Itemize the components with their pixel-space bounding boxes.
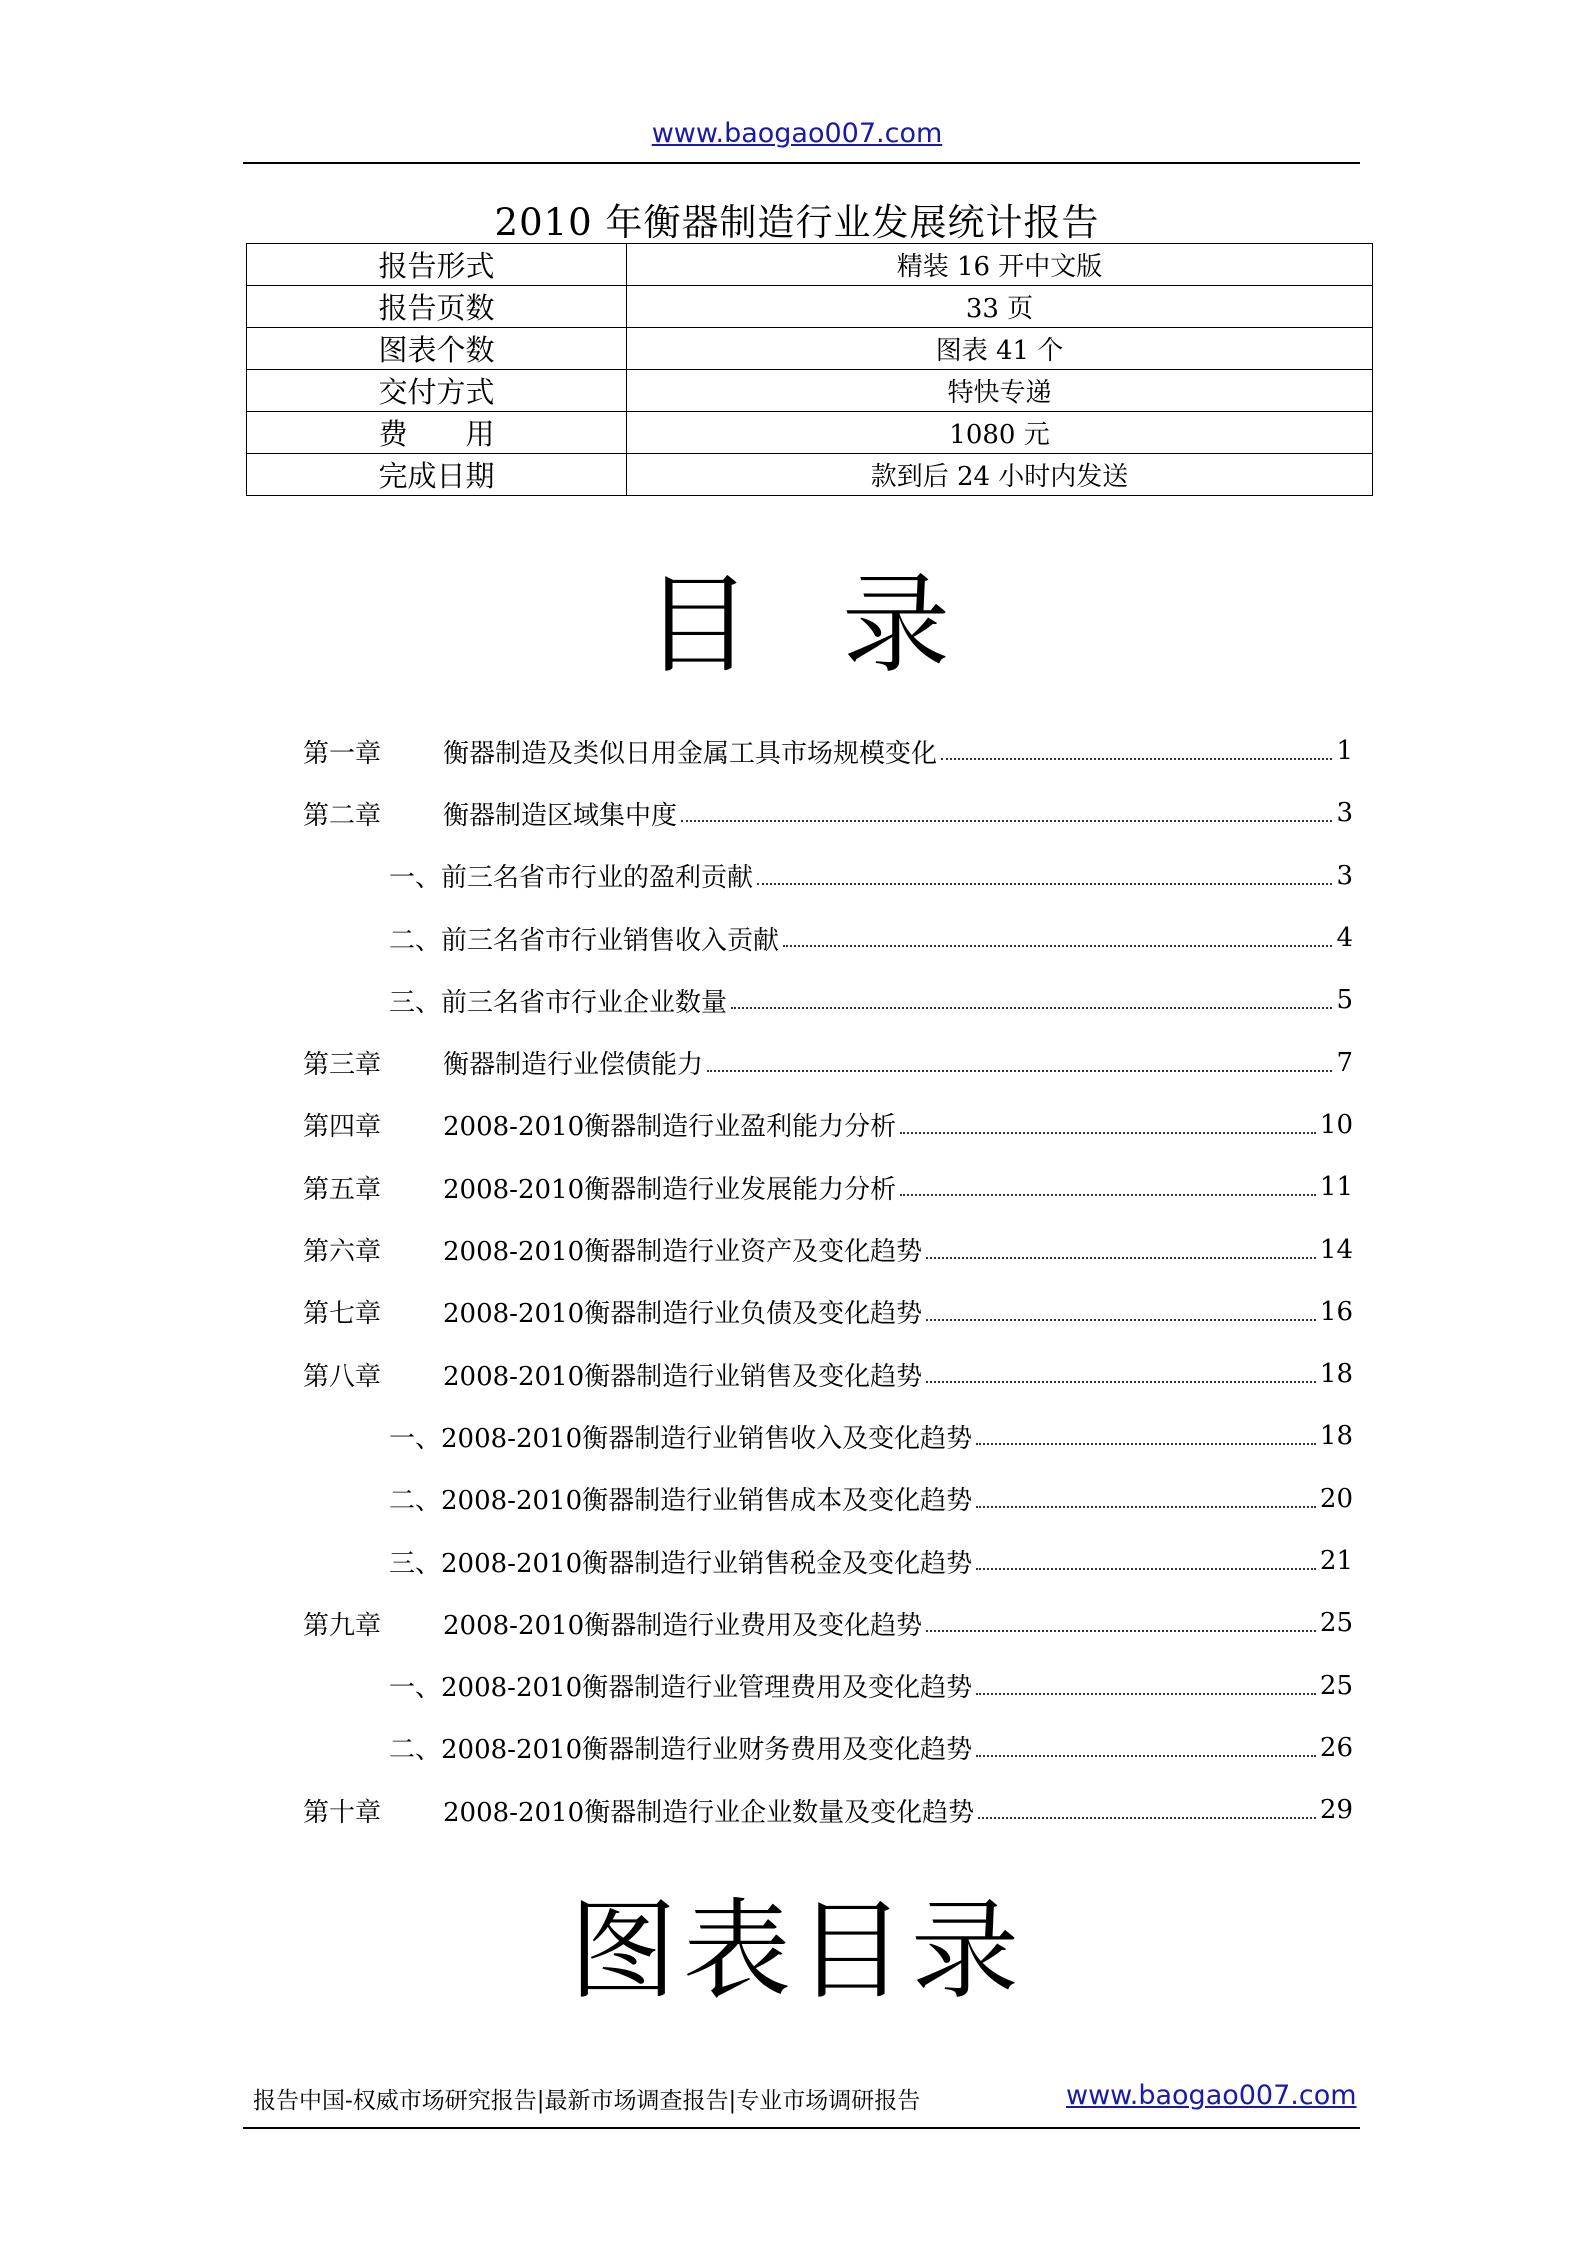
toc-text: 2008-2010衡器制造行业费用及变化趋势 (443, 1610, 923, 1641)
info-key: 完成日期 (247, 454, 627, 496)
toc-page: 25 (1319, 1670, 1353, 1701)
toc-leader (941, 758, 1332, 760)
toc-text: 一、2008-2010衡器制造行业管理费用及变化趋势 (389, 1673, 973, 1704)
report-title: 2010 年衡器制造行业发展统计报告 (494, 201, 1100, 244)
info-value: 特快专递 (627, 370, 1373, 412)
footer-rule (243, 2127, 1360, 2129)
info-row (247, 286, 1373, 328)
toc-chapter: 第七章 (303, 1299, 382, 1330)
toc-page: 5 (1336, 985, 1353, 1016)
info-value: 款到后 24 小时内发送 (627, 454, 1373, 496)
toc-page: 21 (1319, 1546, 1353, 1576)
toc-chapter: 第八章 (303, 1361, 382, 1392)
toc-chapter: 第五章 (303, 1174, 382, 1205)
toc-entry[interactable] (303, 1156, 1353, 1218)
toc-entry[interactable] (303, 1343, 1353, 1405)
toc-leader (900, 1132, 1316, 1134)
toc-page: 14 (1319, 1234, 1353, 1265)
toc-leader (976, 1755, 1316, 1757)
info-row (247, 370, 1373, 412)
toc-chapter: 第九章 (303, 1610, 382, 1641)
toc-leader (926, 1381, 1316, 1383)
toc-page: 18 (1319, 1421, 1353, 1452)
toc-leader (757, 883, 1332, 885)
toc-text: 2008-2010衡器制造行业发展能力分析 (443, 1174, 897, 1205)
toc-text: 衡器制造及类似日用金属工具市场规模变化 (443, 738, 938, 769)
toc-leader (978, 1817, 1316, 1819)
toc-page: 3 (1336, 798, 1353, 829)
table-of-contents (303, 720, 1353, 1841)
toc-page: 18 (1319, 1359, 1353, 1390)
toc-entry[interactable] (303, 1779, 1353, 1841)
toc-entry[interactable] (303, 1405, 1353, 1467)
toc-page: 7 (1336, 1047, 1353, 1078)
toc-leader (731, 1007, 1332, 1009)
figure-list-title: 图表目录 (568, 1889, 1025, 2014)
footer-link[interactable]: www.baogao007.com (1066, 2080, 1357, 2111)
toc-entry[interactable] (303, 1218, 1353, 1280)
toc-page: 20 (1319, 1483, 1353, 1514)
toc-text: 衡器制造区域集中度 (443, 800, 678, 831)
toc-chapter: 第十章 (303, 1797, 382, 1828)
toc-entry[interactable] (303, 845, 1353, 907)
toc-leader (976, 1443, 1316, 1445)
toc-page: 26 (1319, 1732, 1353, 1763)
toc-entry[interactable] (303, 1654, 1353, 1716)
toc-page: 3 (1336, 860, 1353, 891)
toc-entry[interactable] (303, 907, 1353, 969)
header-link[interactable]: www.baogao007.com (651, 118, 943, 149)
toc-leader (976, 1693, 1316, 1695)
toc-entry[interactable] (303, 1592, 1353, 1654)
toc-entry[interactable] (303, 720, 1353, 782)
toc-page: 1 (1336, 736, 1353, 767)
toc-entry[interactable] (303, 1031, 1353, 1093)
info-table (246, 243, 1373, 496)
toc-text: 三、前三名省市行业企业数量 (389, 987, 728, 1018)
toc-leader (681, 820, 1332, 822)
header-rule (243, 162, 1360, 164)
info-row (247, 328, 1373, 370)
toc-leader (976, 1568, 1316, 1570)
toc-text: 2008-2010衡器制造行业资产及变化趋势 (443, 1237, 923, 1268)
info-value: 图表 41 个 (627, 328, 1373, 370)
info-value: 1080 元 (627, 412, 1373, 454)
info-row (247, 454, 1373, 496)
toc-page: 29 (1319, 1795, 1353, 1826)
info-row (247, 244, 1373, 286)
toc-page: 16 (1319, 1296, 1353, 1327)
toc-leader (926, 1257, 1316, 1259)
toc-entry[interactable] (303, 1468, 1353, 1530)
info-key: 报告页数 (247, 286, 627, 328)
info-key: 报告形式 (247, 244, 627, 286)
toc-text: 衡器制造行业偿债能力 (443, 1050, 704, 1081)
toc-text: 2008-2010衡器制造行业负债及变化趋势 (443, 1299, 923, 1330)
toc-leader (926, 1630, 1316, 1632)
toc-entry[interactable] (303, 1717, 1353, 1779)
toc-entry[interactable] (303, 1281, 1353, 1343)
toc-text: 二、2008-2010衡器制造行业销售成本及变化趋势 (389, 1486, 973, 1517)
toc-text: 2008-2010衡器制造行业销售及变化趋势 (443, 1361, 923, 1392)
info-row (247, 412, 1373, 454)
toc-chapter: 第一章 (303, 738, 382, 769)
toc-page: 25 (1319, 1608, 1353, 1639)
toc-entry[interactable] (303, 1094, 1353, 1156)
toc-leader (926, 1319, 1316, 1321)
toc-text: 二、2008-2010衡器制造行业财务费用及变化趋势 (389, 1735, 973, 1766)
toc-chapter: 第四章 (303, 1112, 382, 1143)
toc-entry[interactable] (303, 1530, 1353, 1592)
toc-leader (976, 1506, 1316, 1508)
toc-text: 2008-2010衡器制造行业盈利能力分析 (443, 1112, 897, 1143)
toc-page: 11 (1319, 1172, 1353, 1203)
info-key: 费 用 (247, 412, 627, 454)
toc-entry[interactable] (303, 969, 1353, 1031)
footer-text: 报告中国-权威市场研究报告|最新市场调查报告|专业市场调研报告 (253, 2088, 921, 2114)
toc-chapter: 第二章 (303, 800, 382, 831)
toc-text: 三、2008-2010衡器制造行业销售税金及变化趋势 (389, 1548, 973, 1579)
toc-page: 4 (1336, 923, 1353, 954)
toc-chapter: 第三章 (303, 1050, 382, 1081)
toc-entry[interactable] (303, 782, 1353, 844)
toc-chapter: 第六章 (303, 1237, 382, 1268)
toc-page: 10 (1319, 1109, 1353, 1140)
info-value: 33 页 (627, 286, 1373, 328)
toc-leader (707, 1070, 1332, 1072)
info-key: 交付方式 (247, 370, 627, 412)
info-value: 精装 16 开中文版 (627, 244, 1373, 286)
toc-text: 一、前三名省市行业的盈利贡献 (389, 863, 754, 894)
toc-leader (783, 945, 1332, 947)
info-key: 图表个数 (247, 328, 627, 370)
toc-text: 一、2008-2010衡器制造行业销售收入及变化趋势 (389, 1423, 973, 1454)
toc-title: 目录 (643, 563, 1040, 688)
toc-leader (900, 1194, 1316, 1196)
toc-text: 2008-2010衡器制造行业企业数量及变化趋势 (443, 1797, 975, 1828)
toc-text: 二、前三名省市行业销售收入贡献 (389, 925, 780, 956)
